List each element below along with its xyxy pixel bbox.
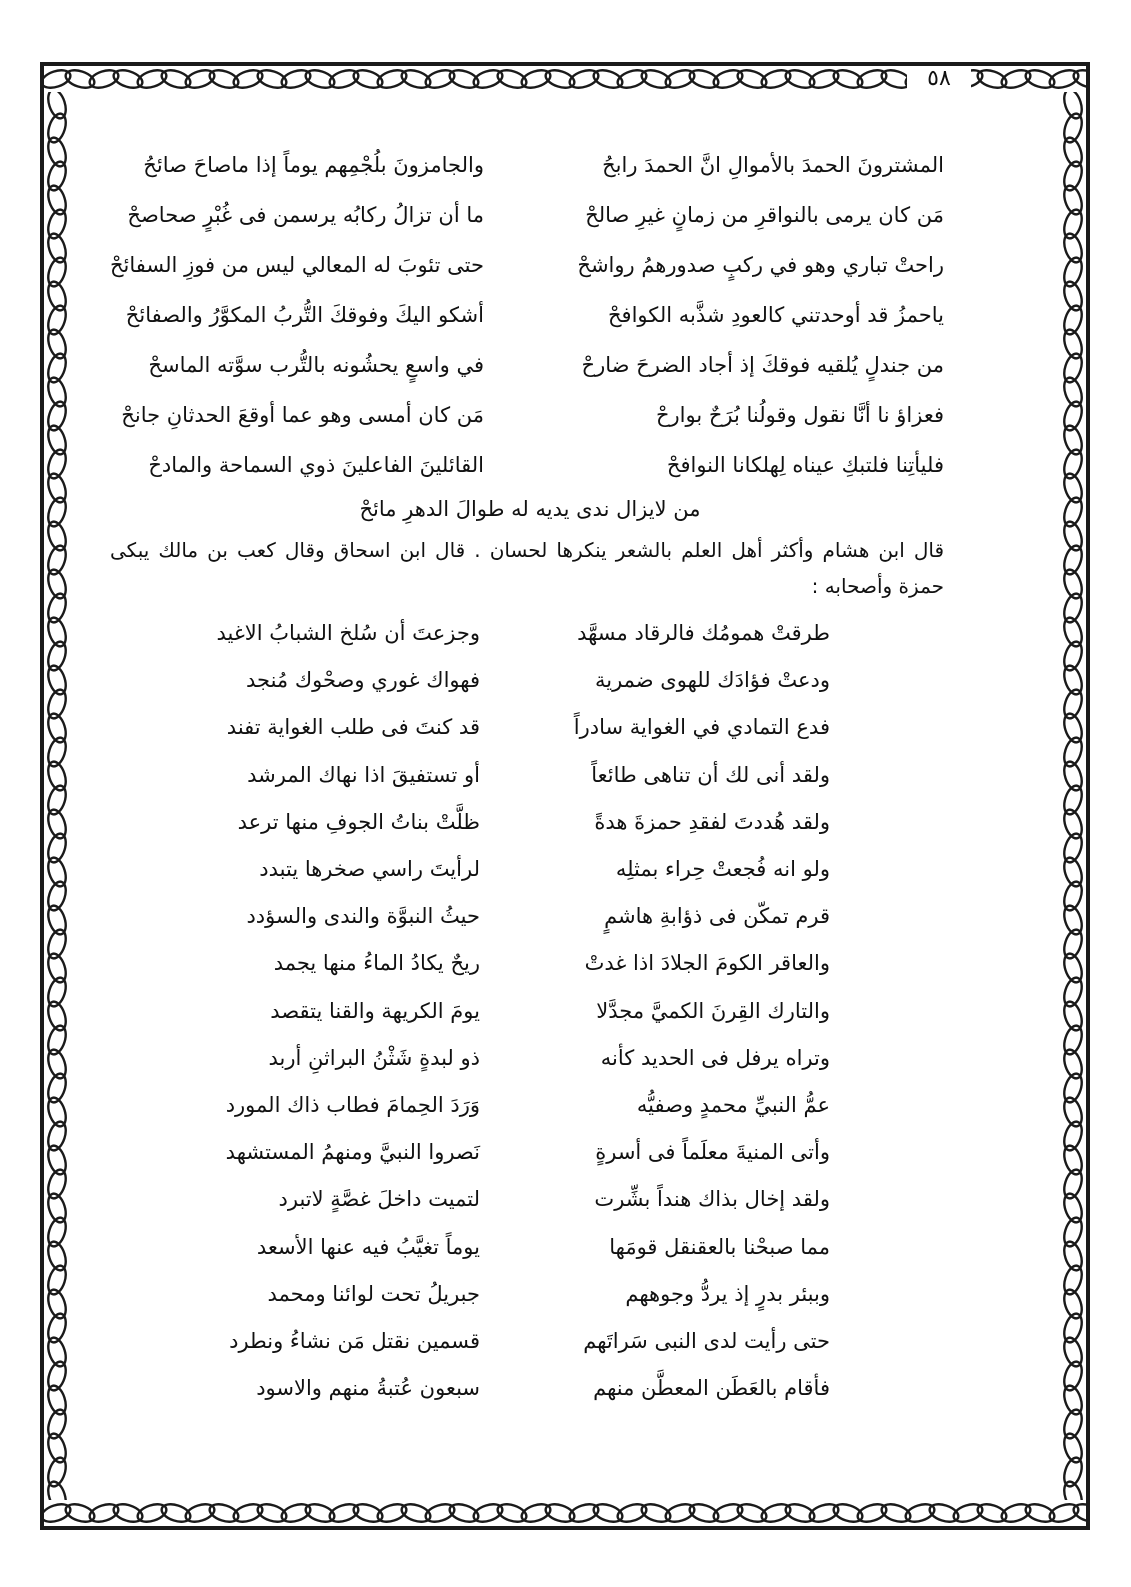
hemistich-first: ولقد أنى لك أن تناهى طائعاً <box>591 762 830 787</box>
verse-row <box>110 190 950 240</box>
hemistich-first: وببئر بدرٍ إذ يردُّ وجوههم <box>625 1281 830 1306</box>
verse-row <box>110 893 950 940</box>
verse-row <box>110 657 950 704</box>
hemistich-first: مَن كان يرمى بالنواقرِ من زمانٍ غيرِ صالحْ <box>585 203 944 227</box>
hemistich-first: المشترونَ الحمدَ بالأموالِ انَّ الحمدَ رابحُ <box>602 153 944 177</box>
verse-row <box>110 140 950 190</box>
poem-second <box>110 610 950 1412</box>
hemistich-second: القائلينَ الفاعلينَ ذوي السماحة والمادحْ <box>148 453 484 477</box>
hemistich-second: أشكو اليكَ وفوقكَ التُّربُ المكوَّرُ والصفائحْ <box>125 303 484 327</box>
hemistich-first: ودعتْ فؤادَك للهوى ضمرية <box>594 668 830 693</box>
closing-verse: من لايزال ندى يديه له طوالَ الدهرِ مائحْ <box>359 497 701 521</box>
hemistich-second: والجامزونَ بلُجْمِهم يوماً إذا ماصاحَ صائحُ <box>143 153 484 177</box>
verse-row <box>110 1082 950 1129</box>
hemistich-second: وَرَدَ الحِمامَ فطاب ذاك المورد <box>225 1092 480 1117</box>
hemistich-second: قد كنتَ فى طلب الغواية تفند <box>226 715 480 740</box>
hemistich-second: ظلَّتْ بناتُ الجوفِ منها ترعد <box>237 809 480 834</box>
verse-row <box>110 240 950 290</box>
page-text <box>110 140 950 1412</box>
hemistich-first: فعزاؤ نا أنَّا نقول وقولُنا بُرَحٌ بوارحْ <box>655 403 944 427</box>
hemistich-second: ما أن تزالُ ركابُه يرسمن فى غُبْرٍ صحاصحْ <box>127 203 484 227</box>
verse-row <box>110 1318 950 1365</box>
hemistich-second: نَصروا النبيَّ ومنهمُ المستشهد <box>225 1140 480 1165</box>
hemistich-second: ذو لبدةٍ شَثْنُ البراثنِ أربد <box>268 1045 480 1070</box>
hemistich-first: والعاقر الكومَ الجلادَ اذا غدتْ <box>584 951 830 976</box>
hemistich-second: أو تستفيقَ اذا نهاك المرشد <box>247 762 480 787</box>
poem-first <box>110 140 950 490</box>
hemistich-second: وجزعتَ أن سُلخ الشبابُ الاغيد <box>216 621 480 646</box>
hemistich-second: في واسعٍ يحشُونه بالتُّرب سوَّته الماسحْ <box>148 353 484 377</box>
hemistich-first: وتراه يرفل فى الحديد كأنه <box>600 1045 830 1070</box>
verse-row <box>110 1176 950 1223</box>
hemistich-first: ولقد إخال بذاك هنداً بشِّرت <box>594 1187 830 1212</box>
hemistich-second: فهواك غوري وصحْوك مُنجد <box>246 668 480 693</box>
ornament-band-bottom <box>44 1500 1086 1526</box>
hemistich-first: مما صبحْنا بالعقنقل قومَها <box>609 1234 830 1259</box>
verse-row <box>110 610 950 657</box>
hemistich-first: قرم تمكّن فى ذؤابةِ هاشمٍ <box>604 904 830 929</box>
hemistich-second: جبريلُ تحت لوائنا ومحمد <box>267 1281 480 1306</box>
verse-row <box>110 340 950 390</box>
hemistich-first: راحتْ تباري وهو في ركبٍ صدورهمُ رواشحْ <box>577 253 944 277</box>
verse-row <box>110 1129 950 1176</box>
verse-row <box>110 846 950 893</box>
verse-row <box>110 440 950 490</box>
hemistich-first: ولقد هُددتَ لفقدِ حمزةَ هدةً <box>594 809 830 834</box>
verse-row <box>110 704 950 751</box>
verse-row <box>110 988 950 1035</box>
hemistich-second: حتى تئوبَ له المعالي ليس من فوزِ السفائحْ <box>110 253 484 277</box>
verse-row <box>110 1365 950 1412</box>
hemistich-first: ياحمزُ قد أوحدتني كالعودِ شذَّبه الكوافحْ <box>607 303 944 327</box>
verse-row <box>110 390 950 440</box>
hemistich-first: فدع التمادي في الغواية سادراً <box>573 715 830 740</box>
hemistich-second: قسمين نقتل مَن نشاءُ ونطرد <box>229 1328 480 1353</box>
hemistich-first: حتى رأيت لدى النبى سَراتَهم <box>583 1328 830 1353</box>
hemistich-second: لرأيتَ راسي صخرها يتبدد <box>259 857 480 882</box>
verse-row <box>110 1271 950 1318</box>
hemistich-second: يومَ الكريهة والقنا يتقصد <box>270 998 480 1023</box>
verse-row <box>110 290 950 340</box>
verse-row <box>110 799 950 846</box>
hemistich-first: ولو انه فُجعتْ حِراء بمثلِه <box>615 857 830 882</box>
hemistich-first: طرقتْ همومُك فالرقاد مسهَّد <box>577 621 830 646</box>
verse-row <box>110 940 950 987</box>
verse-row <box>110 1223 950 1270</box>
hemistich-first: من جندلٍ يُلقيه فوقكَ إذ أجاد الضرحَ ضارحْ <box>581 353 944 377</box>
hemistich-second: مَن كان أمسى وهو عما أوقعَ الحدثانِ جانحْ <box>121 403 484 427</box>
page-number: ٥٨ <box>907 66 971 92</box>
hemistich-second: ريحٌ يكادُ الماءُ منها يجمد <box>273 951 480 976</box>
hemistich-second: سبعون عُتبةُ منهم والاسود <box>256 1376 480 1401</box>
hemistich-second: يوماً تغيَّبُ فيه عنها الأسعد <box>256 1234 480 1259</box>
hemistich-first: فأقام بالعَطَن المعطَّن منهم <box>593 1376 830 1401</box>
verse-row <box>110 1035 950 1082</box>
verse-row <box>110 752 950 799</box>
ornament-band-left <box>44 92 70 1500</box>
prose-paragraph: قال ابن هشام وأكثر أهل العلم بالشعر ينكرها لحسان . قال ابن اسحاق وقال كعب بن مالك يبكى حمزة وأصحابه : <box>110 538 944 598</box>
hemistich-first: فليأتِنا فلتبكِ عيناه لِهلكانا النوافحْ <box>666 453 944 477</box>
hemistich-second: حيثُ النبوَّة والندى والسؤدد <box>246 904 480 929</box>
ornament-band-right <box>1060 92 1086 1500</box>
hemistich-first: وأتى المنيةَ معلَماً فى أسرةٍ <box>595 1140 830 1165</box>
hemistich-second: لتميت داخلَ غصَّةٍ لاتبرد <box>278 1187 480 1212</box>
hemistich-first: عمُّ النبيِّ محمدٍ وصفيُّه <box>636 1092 830 1117</box>
hemistich-first: والتارك القِرنَ الكميَّ مجدَّلا <box>596 998 830 1023</box>
